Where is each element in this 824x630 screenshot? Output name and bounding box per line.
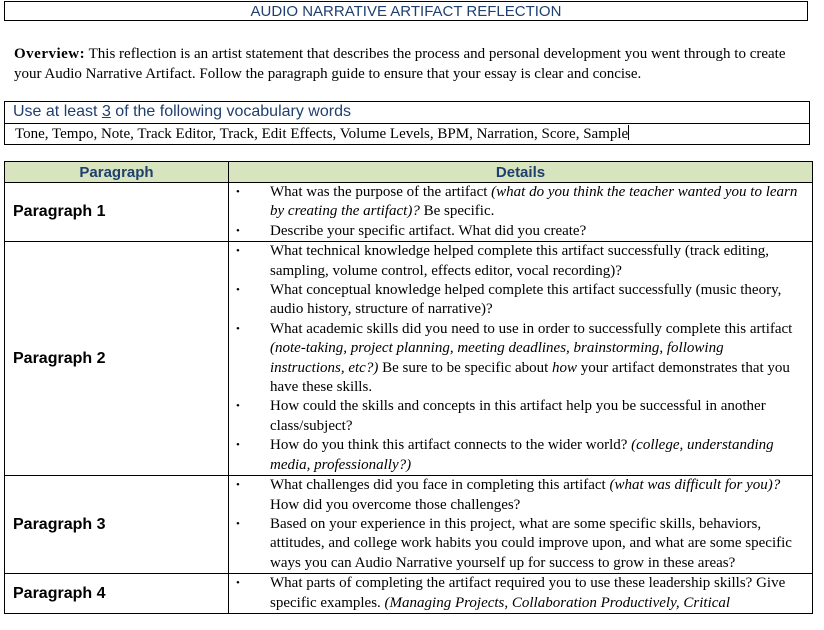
- details-list: [229, 476, 812, 573]
- vocabulary-words: Tone, Tempo, Note, Track Editor, Track, Edit Effects, Volume Levels, BPM, Narration, Score, Sample: [15, 126, 629, 142]
- item-text: How do you think this artifact connects to the wider world?: [270, 437, 632, 454]
- item-text: your artifact demonstrates that you have these skills.: [270, 359, 790, 396]
- bullet-icon: •: [236, 517, 240, 530]
- paragraph-label: Paragraph 4: [5, 574, 229, 614]
- bullet-icon: •: [236, 245, 240, 258]
- overview-label: Overview:: [14, 46, 86, 62]
- header-details: Details: [229, 162, 813, 183]
- bullet-icon: •: [236, 224, 240, 237]
- item-text: What was the purpose of the artifact: [270, 184, 492, 200]
- header-paragraph: Paragraph: [5, 162, 229, 183]
- vocabulary-words-field[interactable]: [5, 124, 809, 145]
- bullet-icon: •: [236, 577, 240, 590]
- list-item: [229, 515, 812, 573]
- item-text-italic: how: [552, 359, 578, 376]
- vocabulary-box: [4, 101, 810, 145]
- list-item: [229, 222, 812, 241]
- details-list: [229, 574, 812, 613]
- bullet-icon: •: [236, 439, 240, 452]
- details-list: [229, 183, 812, 241]
- bullet-icon: •: [236, 479, 240, 492]
- bullet-icon: •: [236, 322, 240, 335]
- item-text-italic: (note-taking, project planning, meeting deadlines, brainstorming, following instructions, etc?): [270, 340, 724, 376]
- table-row: [5, 574, 813, 614]
- vocab-suffix: of the following vocabulary words: [110, 103, 351, 120]
- item-text: Describe your specific artifact. What did you create?: [270, 222, 587, 239]
- list-item: [229, 281, 812, 320]
- item-text: What challenges did you face in completing this artifact: [270, 477, 610, 494]
- item-text-italic: (what was difficult for you)?: [609, 477, 781, 494]
- vocab-prefix: Use at least: [13, 103, 102, 120]
- bullet-icon: •: [236, 400, 240, 413]
- list-item: [229, 320, 812, 398]
- overview-paragraph: [14, 44, 810, 84]
- item-text: What technical knowledge helped complete this artifact successfully (track editing, sampling, volume control, effects editor, vocal recording)?: [270, 243, 769, 279]
- bullet-icon: •: [236, 284, 240, 297]
- details-cell: [229, 183, 813, 242]
- details-cell: [229, 242, 813, 476]
- item-text: Be specific.: [419, 203, 495, 220]
- table-row: [5, 476, 813, 574]
- vocab-count: 3: [101, 103, 111, 120]
- list-item: [229, 476, 812, 515]
- item-text-italic: (college, understanding media, professionally?): [270, 437, 774, 473]
- list-item: [229, 397, 812, 436]
- list-item: [229, 242, 812, 281]
- details-list: [229, 242, 812, 475]
- item-text: Be sure to be specific about: [378, 359, 553, 376]
- overview-text: This reflection is an artist statement that describes the process and personal development you went through to create your Audio Narrative Artifact. Follow the paragraph guide to ensure that your essay is clear and concise.: [14, 46, 786, 82]
- item-text-italic: (what do you think the teacher wanted you to learn by creating the artifact)?: [270, 184, 798, 220]
- item-text: What parts of completing the artifact required you to use these leadership skills? Give specific examples.: [270, 575, 786, 611]
- list-item: [229, 436, 812, 475]
- table-row: [5, 242, 813, 476]
- text-cursor: [628, 125, 629, 140]
- details-cell: [229, 574, 813, 614]
- list-item: [229, 574, 812, 613]
- item-text: How could the skills and concepts in this artifact help you be successful in another class/subject?: [270, 398, 766, 434]
- paragraph-guide-table: [4, 161, 813, 614]
- vocabulary-instruction: [5, 102, 809, 124]
- item-text: What academic skills did you need to use in order to successfully complete this artifact: [270, 320, 793, 337]
- paragraph-label: Paragraph 1: [5, 183, 229, 242]
- details-cell: [229, 476, 813, 574]
- table-row: [5, 183, 813, 242]
- item-text: How did you overcome those challenges?: [270, 496, 521, 513]
- bullet-icon: •: [236, 186, 240, 198]
- item-text-italic: (Managing Projects, Collaboration Productively, Critical: [384, 594, 731, 611]
- paragraph-label: Paragraph 3: [5, 476, 229, 574]
- document-title: AUDIO NARRATIVE ARTIFACT REFLECTION: [4, 1, 808, 21]
- list-item: [229, 183, 812, 222]
- paragraph-label: Paragraph 2: [5, 242, 229, 476]
- item-text: What conceptual knowledge helped complete this artifact successfully (music theory, audio history, structure of narrative)?: [270, 282, 782, 318]
- item-text: Based on your experience in this project, what are some specific skills, behaviors, attitudes, and college work habits you could improve upon, and what are some specific ways you can Audio Narrative yourself up for success to grow in these areas?: [270, 515, 792, 571]
